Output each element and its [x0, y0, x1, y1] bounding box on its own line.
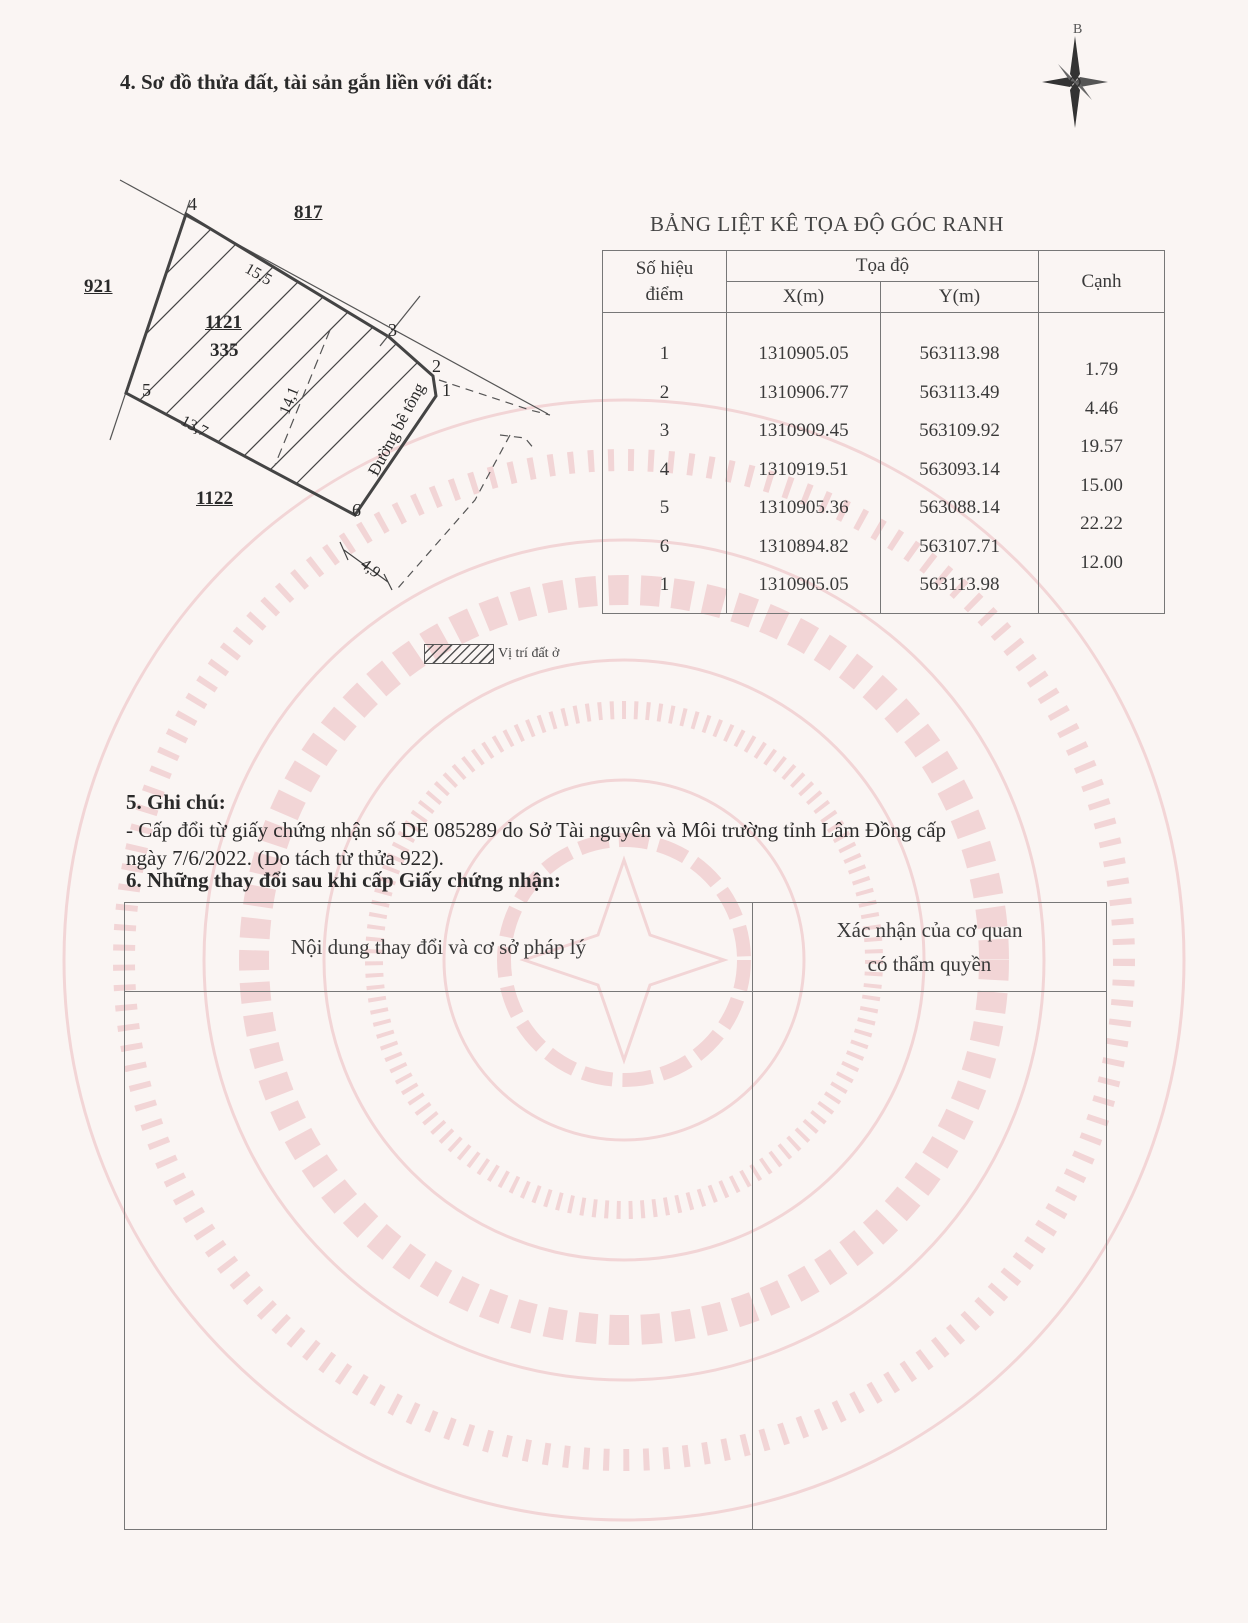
parcel-sketch [80, 170, 580, 620]
y-cell: 563113.49 [919, 381, 1000, 403]
x-cell: 1310894.82 [758, 535, 849, 557]
neighbor-parcel-north: 817 [294, 202, 323, 223]
coord-table-title: BẢNG LIỆT KÊ TỌA ĐỘ GÓC RANH [650, 212, 1004, 236]
point-cell: 6 [659, 535, 670, 557]
y-cell: 563088.14 [919, 497, 1000, 518]
x-cell: 1310906.77 [758, 381, 849, 403]
header-point-line2: điểm [645, 283, 684, 305]
plot-point-3: 3 [388, 320, 397, 340]
legend-label: Vị trí đất ở [498, 646, 560, 661]
point-column [603, 313, 727, 614]
plot-point-5: 5 [142, 380, 151, 400]
y-column [881, 313, 1039, 614]
changes-content-cell [125, 992, 753, 1530]
parcel-number: 1121 [205, 312, 242, 333]
x-cell: 1310919.51 [758, 458, 849, 480]
y-cell: 563113.98 [919, 574, 1000, 595]
note-line-1: - Cấp đổi từ giấy chứng nhận số DE 085289 do Sở Tài nguyên và Môi trường tỉnh Lâm Đồng cấp [126, 818, 947, 842]
header-x: X(m) [727, 282, 881, 313]
point-cell: 4 [659, 458, 670, 480]
road-label: Đường bê tông [364, 379, 429, 479]
plot-point-6: 6 [352, 500, 361, 520]
section-6-title: 6. Những thay đổi sau khi cấp Giấy chứng nhận: [126, 868, 561, 892]
confirm-header-line1: Xác nhận của cơ quan [836, 918, 1023, 942]
plot-point-2: 2 [432, 356, 441, 376]
header-coord: Tọa độ [727, 251, 1039, 282]
coordinate-table [602, 250, 1165, 614]
y-cell: 563113.98 [919, 343, 1000, 364]
point-cell: 2 [659, 381, 670, 403]
section-5-title: 5. Ghi chú: [126, 790, 226, 814]
section-4-title: 4. Sơ đồ thửa đất, tài sản gắn liền với đất: [120, 70, 494, 94]
plot-point-1: 1 [442, 380, 451, 400]
edge-cell: 4.46 [1084, 397, 1119, 419]
edge-label-diagonal: 14,1 [276, 384, 303, 417]
y-cell: 563107.71 [919, 535, 1000, 557]
header-edge: Cạnh [1039, 251, 1165, 313]
edge-label-road-width: 4,9 [357, 555, 384, 582]
section-5 [126, 788, 1126, 872]
confirm-header-line2: có thẩm quyền [867, 952, 992, 976]
changes-col-confirm-header [753, 903, 1107, 992]
hatch-swatch-icon [424, 644, 494, 664]
edge-cell: 15.00 [1080, 474, 1123, 496]
header-y: Y(m) [881, 282, 1039, 313]
edge-label-4-3: 15,5 [241, 260, 275, 289]
edge-label-5-6: 13,7 [177, 412, 211, 441]
x-column [727, 313, 881, 614]
edge-cell: 12.00 [1080, 551, 1123, 573]
neighbor-parcel-south: 1122 [196, 488, 233, 509]
header-point [603, 251, 727, 313]
neighbor-parcel-west: 921 [84, 276, 113, 297]
header-point-line1: Số hiệu [635, 257, 694, 279]
x-cell: 1310909.45 [758, 420, 849, 441]
edge-cell: 1.79 [1084, 359, 1119, 380]
note-line-2: ngày 7/6/2022. (Do tách từ thửa 922). [126, 846, 444, 870]
edge-column [1039, 313, 1165, 614]
y-cell: 563109.92 [919, 420, 1000, 441]
plot-point-4: 4 [188, 194, 197, 214]
point-cell: 1 [659, 574, 670, 595]
x-cell: 1310905.36 [758, 497, 849, 518]
compass-north-label: B [1073, 22, 1083, 37]
changes-confirm-cell [753, 992, 1107, 1530]
point-cell: 3 [659, 420, 670, 441]
legend [424, 644, 559, 664]
edge-cell: 22.22 [1080, 513, 1123, 534]
edge-cell: 19.57 [1080, 436, 1123, 457]
parcel-area: 335 [210, 340, 239, 361]
point-cell: 5 [659, 497, 670, 518]
compass-rose-icon [1040, 24, 1110, 134]
x-cell: 1310905.05 [758, 343, 849, 364]
x-cell: 1310905.05 [758, 574, 849, 595]
point-cell: 1 [659, 343, 670, 364]
changes-table [124, 902, 1107, 1530]
changes-col-content-header: Nội dung thay đổi và cơ sở pháp lý [125, 903, 753, 992]
y-cell: 563093.14 [919, 458, 1000, 480]
